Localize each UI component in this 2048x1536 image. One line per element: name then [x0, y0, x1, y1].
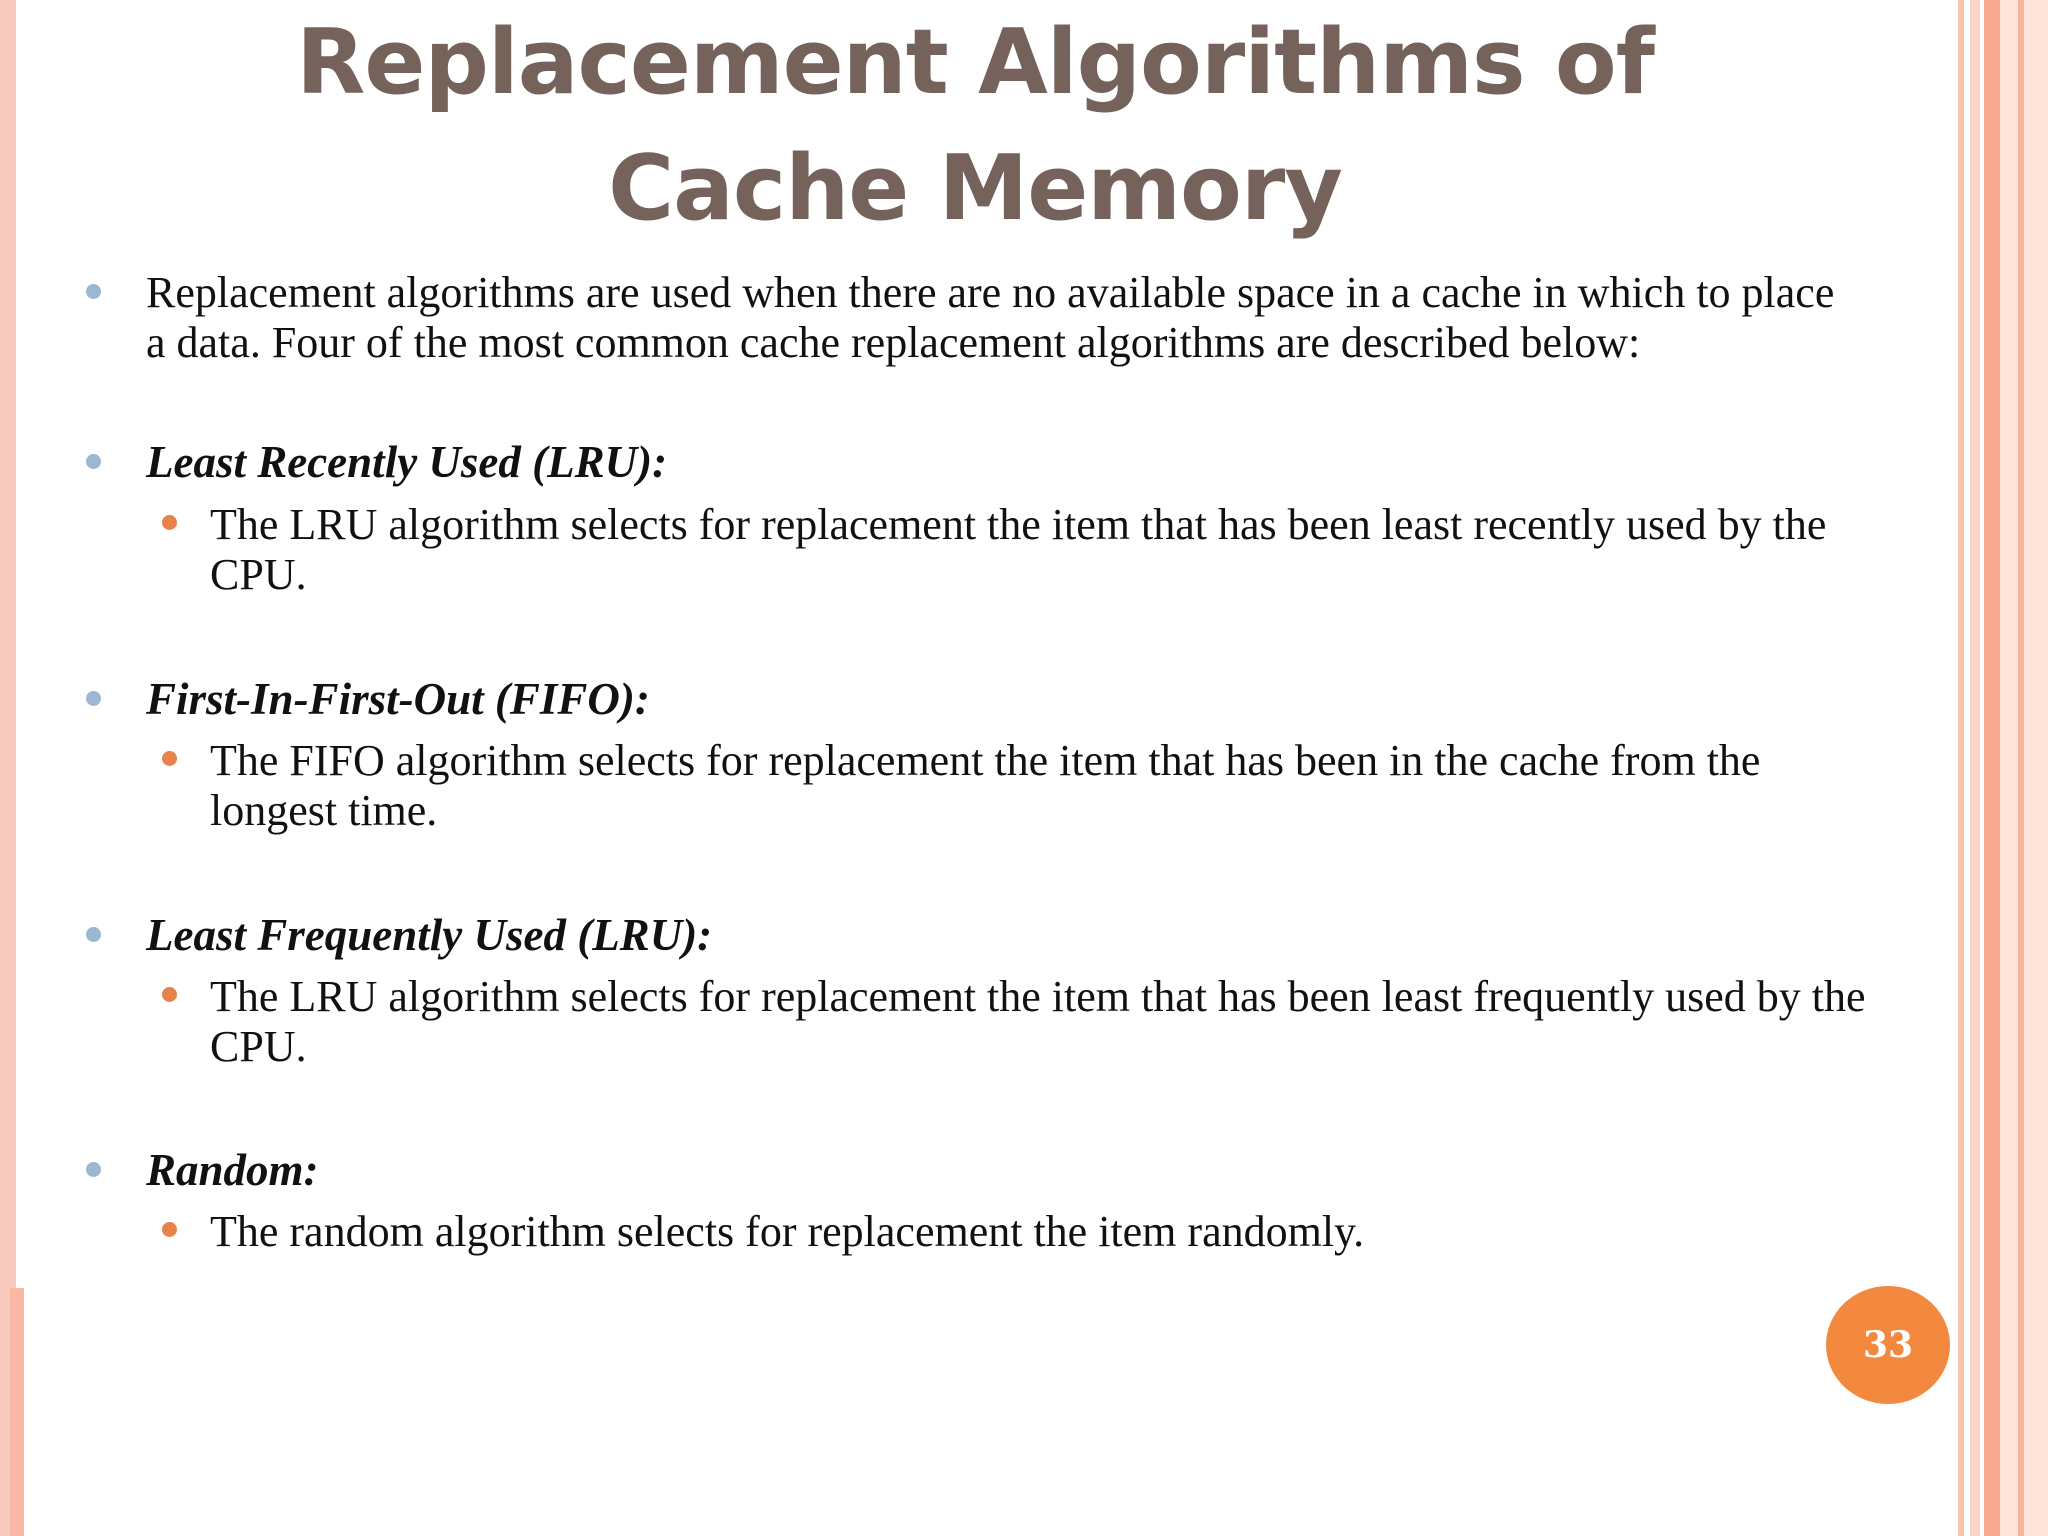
section-description-random: The random algorithm selects for replacement the item randomly. [210, 1207, 1365, 1256]
left-frame-bottom [10, 1288, 24, 1536]
sub-bullet-dot [162, 515, 177, 530]
bullet-dot [86, 284, 101, 299]
sub-bullet-dot [162, 1222, 177, 1237]
right-frame-stripe [1984, 0, 2000, 1536]
section-heading-lru: Least Recently Used (LRU): [146, 437, 668, 487]
section-heading-random: Random: [146, 1145, 319, 1195]
page-number-badge: 33 [1826, 1286, 1950, 1404]
right-frame-stripe [1958, 0, 1964, 1536]
slide-title: Replacement Algorithms of Cache Memory [296, 10, 1654, 241]
bullet-dot [86, 691, 101, 706]
right-frame-stripe [2000, 0, 2048, 1536]
section-heading-fifo: First-In-First-Out (FIFO): [146, 674, 650, 724]
section-heading-lfu: Least Frequently Used (LRU): [146, 910, 713, 960]
section-description-fifo: The FIFO algorithm selects for replacement the item that has been in the cache from the longest time. [210, 736, 1761, 835]
section-description-lfu: The LRU algorithm selects for replacement the item that has been least frequently used by the CPU. [210, 972, 1866, 1071]
intro-text: Replacement algorithms are used when there are no available space in a cache in which to place a data. Four of the most common cache replacement algorithms are described below: [146, 268, 1835, 367]
bullet-dot [86, 454, 101, 469]
right-frame-stripe [1970, 0, 1980, 1536]
right-frame-stripe [2018, 0, 2024, 1536]
bullet-dot [86, 1162, 101, 1177]
left-frame-inner [16, 0, 20, 1288]
section-description-lru: The LRU algorithm selects for replacement the item that has been least recently used by the CPU. [210, 500, 1827, 599]
sub-bullet-dot [162, 987, 177, 1002]
sub-bullet-dot [162, 751, 177, 766]
bullet-dot [86, 927, 101, 942]
